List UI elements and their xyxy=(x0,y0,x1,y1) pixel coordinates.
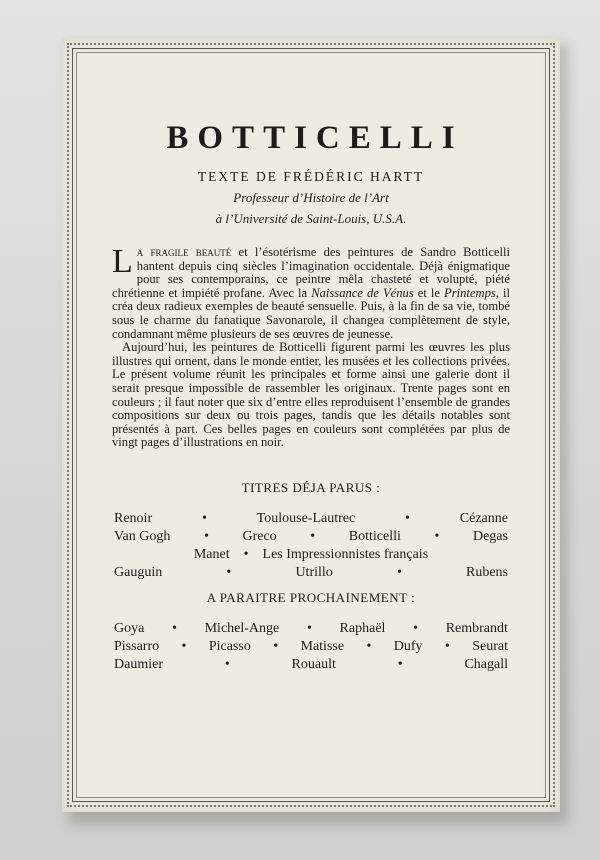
published-row xyxy=(112,510,510,528)
cover-content xyxy=(112,118,510,674)
bullet-separator: • xyxy=(224,656,230,672)
forthcoming-title: Goya xyxy=(114,620,145,636)
published-title: Rubens xyxy=(466,564,508,580)
bullet-separator: • xyxy=(434,528,440,544)
forthcoming-title: Rembrandt xyxy=(445,620,508,636)
published-title: Cézanne xyxy=(459,510,508,526)
forthcoming-heading: A PARAITRE PROCHAINEMENT : xyxy=(206,589,416,605)
forthcoming-row xyxy=(112,638,510,656)
published-title: Botticelli xyxy=(348,528,401,544)
published-heading: TITRES DÉJA PARUS : xyxy=(241,479,381,495)
author-affiliation-line2: à l’Université de Saint-Louis, U.S.A. xyxy=(215,211,407,226)
blurb-paragraph-1 xyxy=(112,243,511,341)
blurb-p1-part2: et le xyxy=(413,285,445,300)
published-title: Utrillo xyxy=(295,564,333,580)
forthcoming-title: Chagall xyxy=(464,656,508,672)
published-title: Renoir xyxy=(114,510,153,526)
published-titles-list xyxy=(112,510,510,582)
blurb-p1-italic2: Printemps xyxy=(444,285,496,300)
cover-subtitle: TEXTE DE FRÉDÉRIC HARTT xyxy=(197,169,425,184)
bullet-separator: • xyxy=(366,638,372,654)
published-title: Manet xyxy=(193,546,230,562)
forthcoming-title: Raphaël xyxy=(339,620,386,636)
bullet-separator: • xyxy=(413,620,419,636)
forthcoming-row xyxy=(112,620,510,638)
bullet-separator: • xyxy=(396,564,402,580)
published-title: Van Gogh xyxy=(114,528,171,544)
bullet-separator: • xyxy=(181,638,187,654)
blurb-p1-italic1: Naissance de Vénus xyxy=(311,285,414,300)
blurb-p1-part3: , il créa deux radieux exemples de beauté sensuelle. Puis, à la fin de sa vie, tombé sous le charme du fanatique Savonarole, il changea complètement de style, condamnant même plusieurs de ses œuvres de jeunesse. xyxy=(112,285,511,341)
forthcoming-titles-list xyxy=(112,620,510,674)
published-row xyxy=(112,528,510,546)
forthcoming-title: Daumier xyxy=(114,656,163,672)
bullet-separator: • xyxy=(201,510,207,526)
forthcoming-title: Picasso xyxy=(208,638,251,654)
book-back-cover xyxy=(62,38,560,812)
bullet-separator: • xyxy=(405,510,410,526)
lead-smallcaps: a fragile beauté xyxy=(136,245,232,259)
forthcoming-title: Matisse xyxy=(300,638,345,654)
published-title: Les Impressionnistes français xyxy=(262,546,429,562)
bullet-separator: • xyxy=(243,546,249,562)
published-title: Toulouse-Lautrec xyxy=(256,510,356,526)
blurb-text xyxy=(112,243,511,450)
forthcoming-title: Pissarro xyxy=(114,638,160,654)
drop-cap: L xyxy=(112,243,133,280)
bullet-separator: • xyxy=(203,528,209,544)
cover-title: BOTTICELLI xyxy=(166,120,464,156)
published-row xyxy=(112,546,510,564)
author-affiliation-line1: Professeur d’Histoire de l’Art xyxy=(233,190,389,205)
blurb-paragraph-2: Aujourd’hui, les peintures de Botticelli figurent parmi les œuvres les plus illustres qui ornent, dans le monde entier, les musées et les collections privées. Le présent volume réunit les principales et forme ainsi une galerie dont il serait presque impossible de rassembler les originaux. Trente pages sont en couleurs ; il faut noter que six d’entre elles reproduisent l’ensemble de grandes compositions sur deux ou trois pages, tandis que les détails notables sont présentés à part. Ces belles pages en couleurs sont complétées par plus de vingt pages d’illustrations en noir. xyxy=(112,340,510,450)
published-title: Gauguin xyxy=(114,564,163,580)
bullet-separator: • xyxy=(444,638,450,654)
bullet-separator: • xyxy=(310,528,316,544)
published-title: Greco xyxy=(242,528,277,544)
bullet-separator: • xyxy=(172,620,177,636)
bullet-separator: • xyxy=(226,564,232,580)
blurb-p1-part1: et l’ésotérisme des peintures de Sandro Botticelli hantent depuis cinq siècles l’imagination occidentale. Déjà énigmatique pour ses contemporains, ce peintre mêla chasteté et volupté, piété chrétienne et impiété profane. Avec la xyxy=(112,245,510,300)
forthcoming-title: Dufy xyxy=(393,638,423,654)
published-row xyxy=(112,564,510,582)
forthcoming-row xyxy=(112,656,510,674)
forthcoming-title: Rouault xyxy=(291,656,336,672)
bullet-separator: • xyxy=(397,656,403,672)
published-title: Degas xyxy=(472,528,508,544)
forthcoming-title: Michel-Ange xyxy=(204,620,280,636)
bullet-separator: • xyxy=(306,620,312,636)
forthcoming-title: Seurat xyxy=(472,638,508,654)
bullet-separator: • xyxy=(273,638,279,654)
